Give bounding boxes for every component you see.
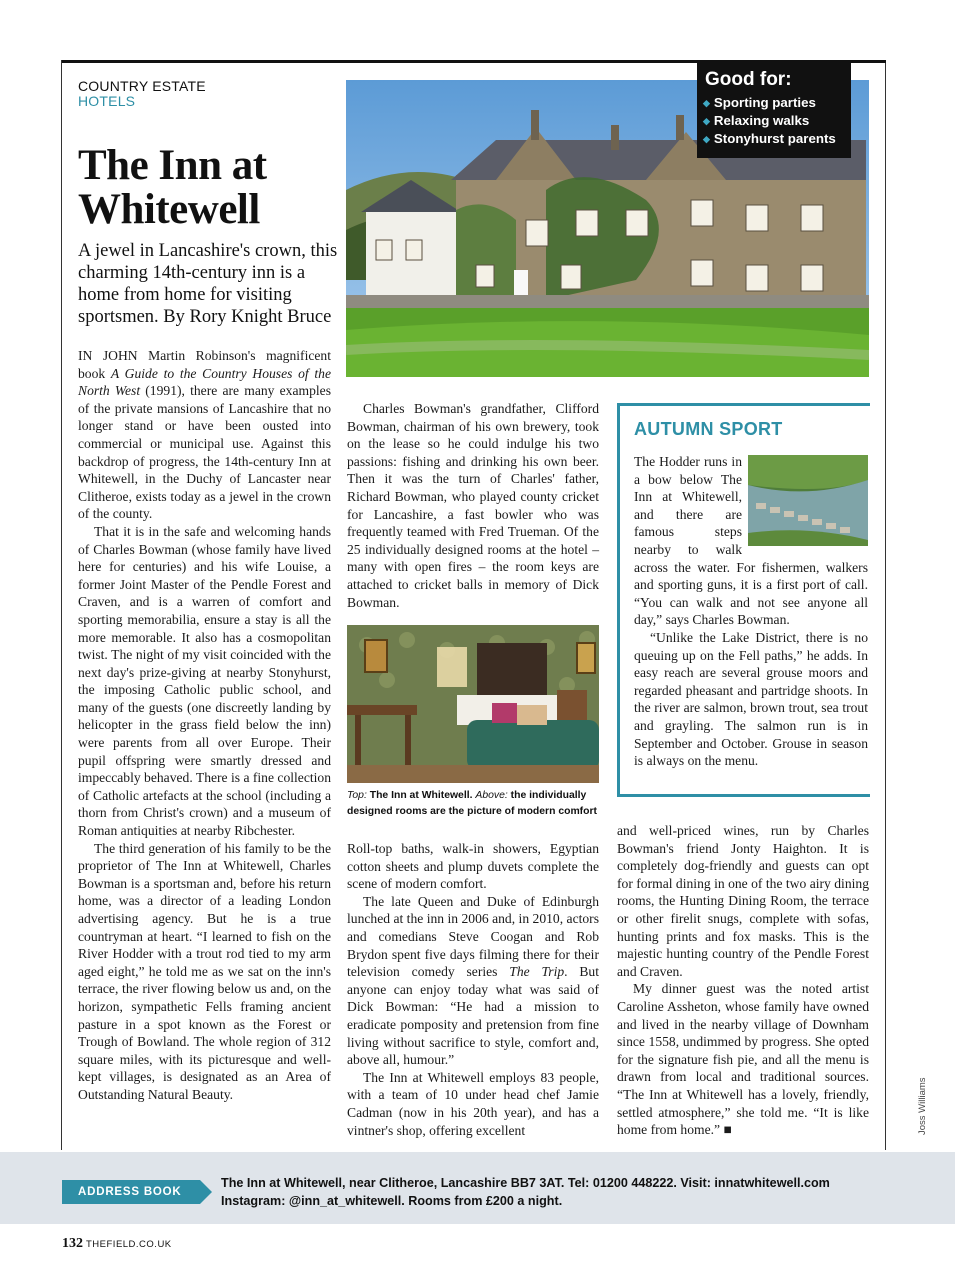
sidebar-paragraph: “Unlike the Lake District, there is no queuing up on the Fell paths,” he adds. In easy reach are several grouse moors and regarded pheasant and partridge shoots. In the river are salmon, brown trout, sea trout and grayling. The salmon run is in September and October. Grouse in season is always on the menu. — [634, 629, 868, 769]
body-paragraph: Roll-top baths, walk-in showers, Egyptian cotton sheets and plump duvets complete the scene of modern comfort. — [347, 841, 599, 892]
caption-top-label: Top: — [347, 790, 367, 801]
good-for-item: ◆ Relaxing walks — [703, 112, 851, 130]
frame-left-rule — [61, 60, 62, 1150]
caption-above-label: Above: — [475, 790, 508, 801]
body-column-2-top — [347, 400, 599, 611]
bedroom-illustration — [347, 625, 599, 783]
frame-right-rule — [885, 60, 886, 1150]
sidebar-paragraph: The Hodder runs in a bow below The Inn at Whitewell, and there are famous steps nearby to walk across the water. For fishermen, walkers and sporting guns, it is a first port of call. “You can walk and not see anyone all day,” says Charles Bowman. — [634, 454, 868, 628]
photo-credit-text: Joss Williams — [917, 1077, 928, 1135]
body-paragraph: The Inn at Whitewell employs 83 people, with a team of 10 under head chef Jamie Cadman (now in his 20th year), and has a vintner's shop, offering excellent — [347, 1069, 599, 1138]
text-run: The late Queen and Duke of Edinburgh lunched at the inn in 2006 and, in 2010, actors and comedians Steve Coogan and Rob Brydon spent five days filming there for their television comedy series — [347, 893, 599, 980]
good-for-item: ◆ Stonyhurst parents — [703, 130, 851, 148]
body-paragraph: and well-priced wines, run by Charles Bowman's friend Jonty Haighton. It is completely dog-friendly and guests can opt for formal dining in one of the two airy dining rooms, the Hunting Dining Room, the terrace or other firelit snugs, complete with sofas, hunting prints and fox masks. This is the majestic hunting country of the Pendle Forest and Craven. — [617, 823, 869, 979]
body-paragraph — [78, 347, 331, 523]
text-run: (1991), there are many examples of the private mansions of Lancashire that no longer stand or have been ousted into commercial or municipal use. Against this backdrop of progress, the 14th-century Inn at Whitewell, in the Duchy of Lancaster near Clitheroe, exists today as a jewel in the crown of the county. — [78, 383, 331, 522]
sidebar-border-bottom — [617, 794, 870, 797]
good-for-list — [703, 94, 851, 148]
address-book-label: ADDRESS BOOK — [62, 1180, 200, 1204]
section-kicker — [78, 79, 206, 109]
body-paragraph: My dinner guest was the noted artist Caroline Assheton, whose family have owned and lived in the nearby village of Downham since 1558, undimmed by progress. She opted for the signature fish pie, and all the menu is drawn from local and traditional sources. “The Inn at Whitewell has a lovely, friendly, settled atmosphere,” she told me. “It is like home from home.” ■ — [617, 981, 869, 1138]
caption-above-text: the individually designed rooms are the picture of modern comfort — [347, 790, 597, 817]
body-paragraph: Charles Bowman's grandfather, Clifford Bowman, chairman of his own brewery, took on the lease so he could indulge his two passions: fishing and drinking his own beer. Then it was the turn of Charles' father, Richard Bowman, who played county cricket for Lancashire, a fast bowler who was frequently teamed with Fred Trueman. Of the 25 individually designed rooms at the hotel – many with open fires – the room keys are attached to cricket balls in memory of Dick Bowman. — [347, 401, 599, 610]
good-for-item: ◆ Sporting parties — [703, 94, 851, 112]
page-number: 132 — [62, 1236, 83, 1251]
body-column-2-bottom — [347, 840, 599, 1139]
address-book-details — [221, 1174, 921, 1210]
page-folio — [62, 1235, 172, 1252]
body-paragraph — [347, 893, 599, 1069]
photo-credit — [917, 1075, 929, 1135]
address-line: The Inn at Whitewell, near Clitheroe, Lancashire BB7 3AT. Tel: 01200 448222. Visit: innatwhitewell.com — [221, 1176, 830, 1190]
body-paragraph: That it is in the safe and welcoming hands of Charles Bowman (whose family have lived here for centuries) and his wife Louise, a former Joint Master of the Pendle Forest and Craven, and is a warren of comfort and sporting memorabilia, ensure a stay is all the more memorable. It also has a cosmopolitan twist. The night of my visit coincided with the next day's prize-giving at nearby Stonyhurst, the imposing Catholic public school, and many of the guests (one discreetly landing by helicopter in the grass field below the inn) were parents from all over Europe. Their pupil offspring were smartly dressed and impeccably behaved. There is a fine collection of Catholic artefacts at the school (including a thorn from Christ's crown) and a museum of Roman antiquities at nearby Ribchester. — [78, 523, 332, 839]
article-title: The Inn at Whitewell — [78, 142, 267, 233]
bedroom-photo — [347, 625, 599, 783]
text-run: . But anyone can enjoy today what was said of Dick Bowman: “He had a mission to eradicate pomposity and pretension from fine living without sacrifice to style, comfort and, above all, humour.” — [347, 964, 599, 1068]
text-run: IN JOHN Martin Robinson's magnificent book — [78, 348, 331, 381]
caption-top-text: The Inn at Whitewell. — [369, 790, 473, 801]
sidebar-text — [634, 453, 868, 770]
section-label: COUNTRY ESTATE — [78, 78, 206, 94]
body-column-3-bottom — [617, 822, 869, 1139]
sidebar-border-top — [617, 403, 870, 406]
body-paragraph: The third generation of his family to be the proprietor of The Inn at Whitewell, Charles Bowman is a sportsman and, before his return home, was a director of a leading London advertising agency. But he is a true countryman at heart. “I learned to fish on the River Hodder with a trout rod tied to my arm aged eight,” he told me as we sat on the inn's terrace, the river flowing below us and, on the horizon, sympathetic Fells framing ancient pasture in a spot known as the Forest or Trough of Bowland. The whole region of 312 square miles, with its picturesque and well-kept villages, is designated as an Area of Outstanding Natural Beauty. — [78, 840, 331, 1102]
sidebar-border-left — [617, 403, 620, 797]
good-for-heading: Good for: — [705, 69, 792, 90]
series-title: The Trip — [509, 964, 565, 980]
sidebar-heading: AUTUMN SPORT — [634, 419, 783, 439]
good-for-box — [697, 63, 851, 158]
river-stepping-stones-photo — [748, 455, 868, 546]
standfirst: A jewel in Lancashire's crown, this charming 14th-century inn is a home from home for visiting sportsmen. By Rory Knight Bruce — [78, 241, 338, 327]
body-column-1 — [78, 347, 331, 1104]
subsection-label: HOTELS — [78, 93, 136, 109]
book-title: A Guide to the Country Houses of the North West — [78, 365, 331, 399]
autumn-sport-sidebar — [617, 403, 870, 797]
contact-line: Instagram: @inn_at_whitewell. Rooms from £200 a night. — [221, 1194, 563, 1208]
site-name: THEFIELD.CO.UK — [86, 1239, 172, 1250]
photo-caption — [347, 788, 603, 820]
